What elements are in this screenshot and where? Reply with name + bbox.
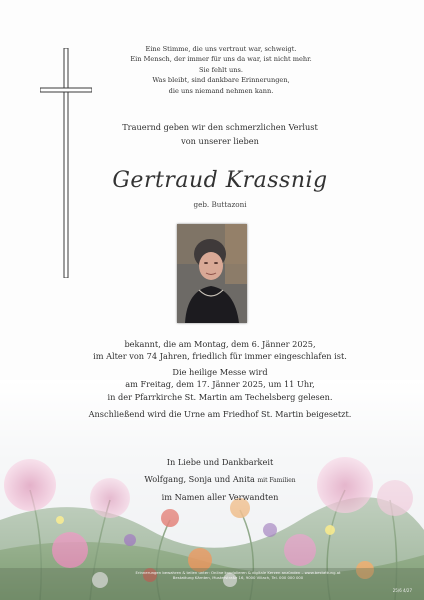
print-code: 25/6 4/27 — [392, 588, 412, 593]
poem-line: Ein Mensch, der immer für uns da war, ist nicht mehr. — [130, 55, 312, 64]
family-suffix: mit Familien — [257, 477, 296, 484]
mass-announcement — [70, 366, 370, 403]
closing-line: im Namen aller Verwandten — [161, 492, 279, 502]
poem-line: die uns niemand nehmen kann. — [168, 86, 274, 95]
passing-announcement — [70, 338, 370, 363]
portrait-photo — [177, 224, 247, 323]
footer-line: Erinnerungen bewahren & teilen unter: Online kondolieren & digitale Kerzen anzünden – www.bestattung.at — [135, 570, 341, 575]
poem-line: Was bleibt, sind dankbare Erinnerungen, — [152, 76, 290, 85]
intro-line: von unserer lieben — [181, 135, 259, 146]
deceased-name: Gertraud Krassnig — [112, 168, 328, 193]
family-line — [70, 471, 370, 489]
maiden-name: geb. Buttazoni — [193, 200, 247, 209]
poem-line: Sie fehlt uns. — [198, 65, 244, 74]
poem — [106, 44, 336, 96]
mass-line: am Freitag, dem 17. Jänner 2025, um 11 Uhr, — [125, 379, 315, 390]
footer-note — [88, 570, 388, 580]
intro-text — [100, 121, 340, 148]
intro-line: Trauernd geben wir den schmerzlichen Verlust — [122, 122, 318, 132]
poem-line: Eine Stimme, die uns vertraut war, schweigt. — [145, 45, 297, 53]
burial-announcement: Anschließend wird die Urne am Friedhof St. Martin beigesetzt. — [88, 409, 352, 419]
closing-signature — [70, 454, 370, 506]
family-names: Wolfgang, Sonja und Anita — [144, 474, 255, 484]
footer-line: Bestattung Kärnten, Musterstraße 16, 9000 Villach, Tel. 000 000 000 — [172, 575, 304, 580]
passing-line: bekannt, die am Montag, dem 6. Jänner 2025, — [124, 339, 316, 349]
cross-icon — [40, 48, 92, 278]
closing-line: In Liebe und Dankbarkeit — [166, 457, 274, 467]
passing-line: im Alter von 74 Jahren, friedlich für immer eingeschlafen ist. — [93, 351, 347, 362]
mass-line: in der Pfarrkirche St. Martin am Techelsberg gelesen. — [107, 391, 333, 402]
mass-line: Die heilige Messe wird — [172, 367, 268, 377]
